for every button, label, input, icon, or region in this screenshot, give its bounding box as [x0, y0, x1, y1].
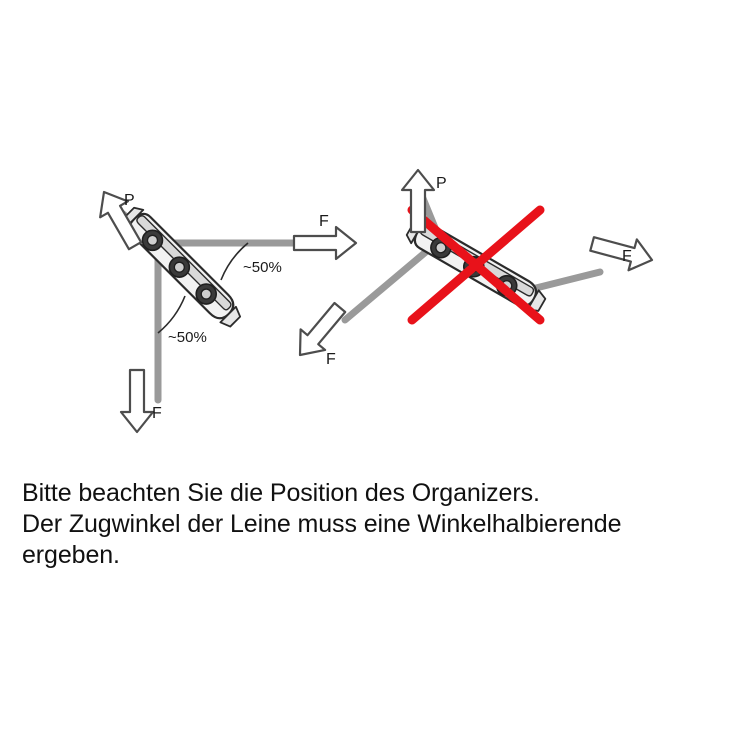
load-label-correct: P [124, 192, 135, 209]
caption-line-3: ergeben. [22, 541, 120, 569]
organizer-correct [119, 204, 245, 330]
force-label-horizontal: F [319, 213, 329, 230]
angle-label-upper: ~50% [243, 259, 282, 276]
angle-label-lower: ~50% [168, 329, 207, 346]
angle-arc-lower [158, 296, 185, 333]
correct-example-group [90, 184, 356, 432]
force-arrow-left-wrong [288, 297, 352, 365]
force-label-left-wrong: F [326, 351, 336, 368]
caption-block [22, 478, 722, 571]
incorrect-example-group [288, 170, 656, 368]
force-label-vertical: F [152, 405, 162, 422]
force-arrow-horizontal [294, 227, 356, 259]
caption-line-1: Bitte beachten Sie die Position des Organizers. [22, 479, 540, 507]
caption-line-2: Der Zugwinkel der Leine muss eine Winkelhalbierende [22, 510, 622, 538]
force-arrow-vertical [121, 370, 153, 432]
red-cross-icon [412, 210, 540, 320]
load-label-incorrect: P [436, 175, 447, 192]
force-label-right-wrong: F [622, 248, 632, 265]
